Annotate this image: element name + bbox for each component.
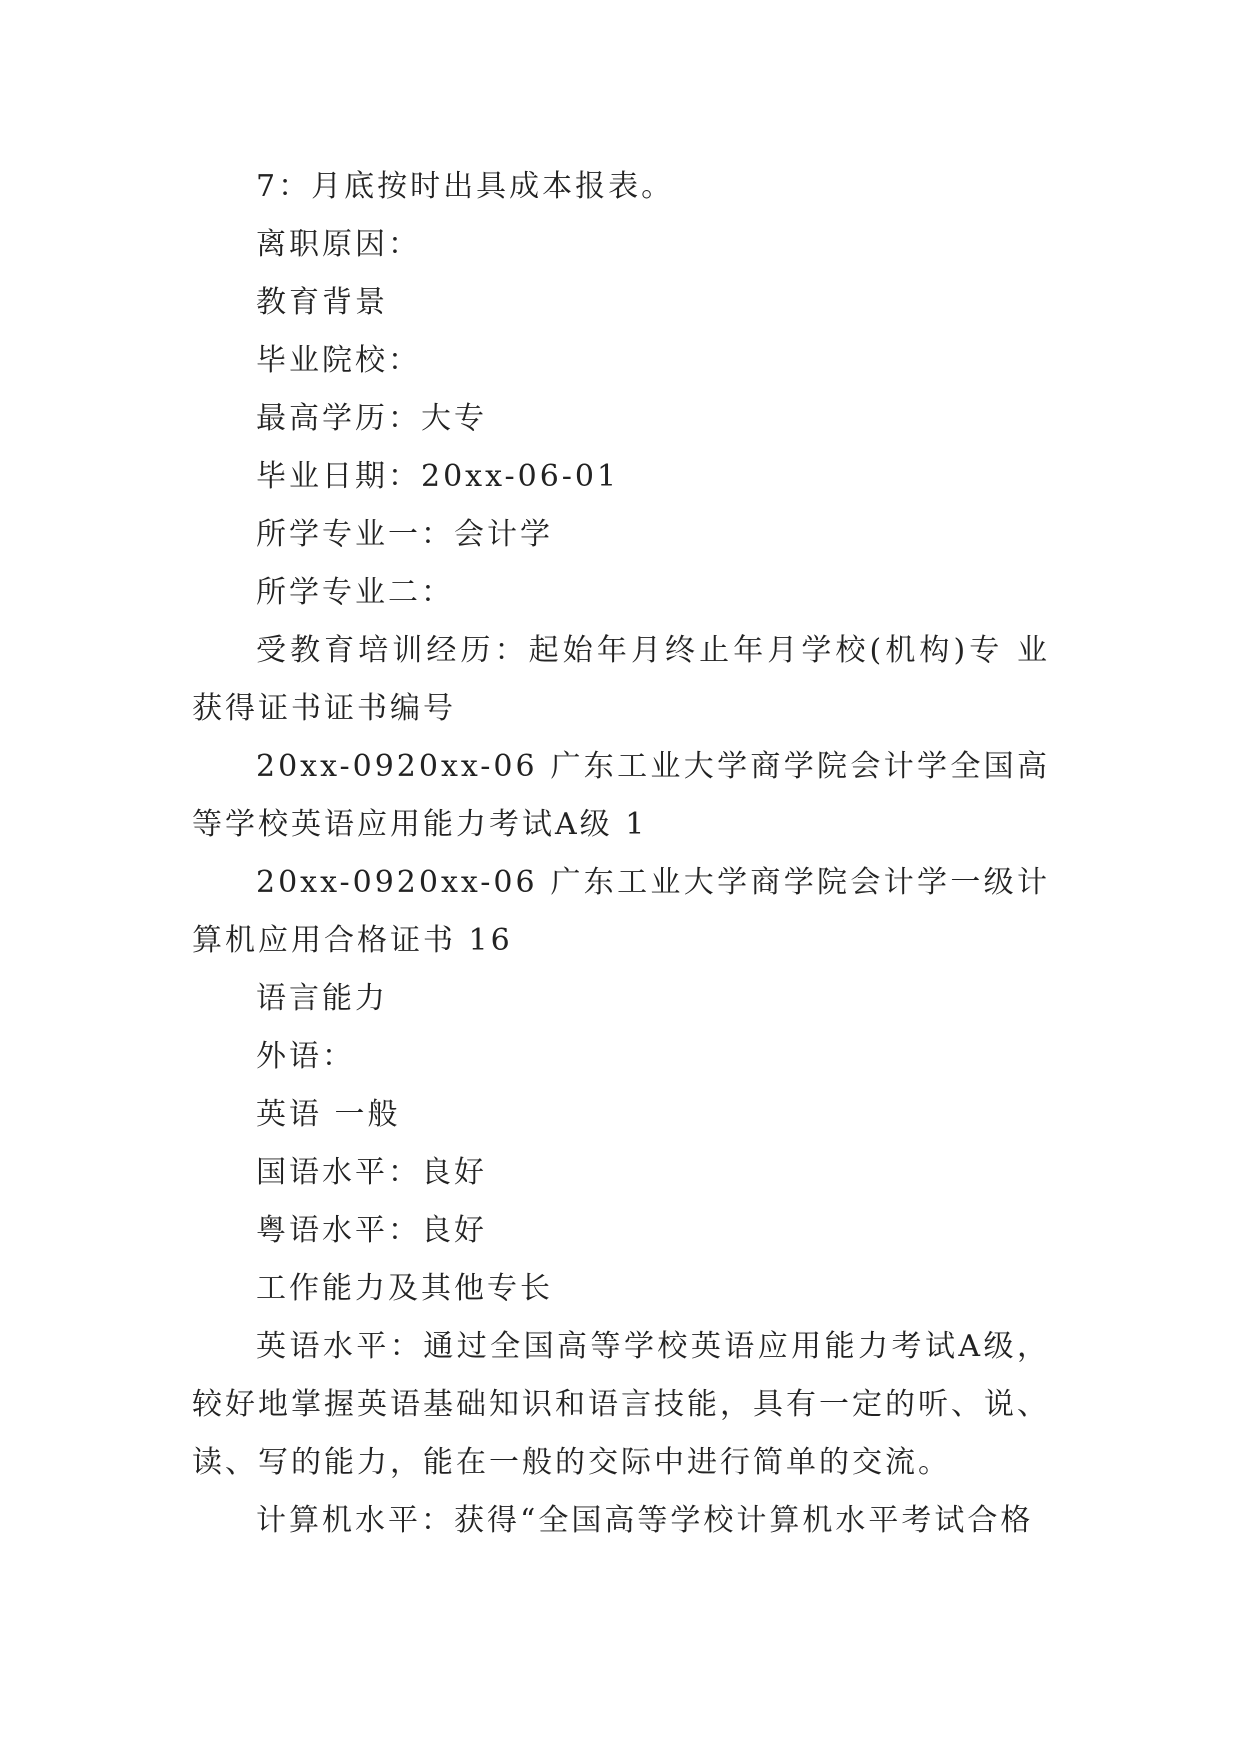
document-body	[192, 158, 1050, 1550]
paragraph-english-level: 英语 一般	[256, 1097, 401, 1132]
paragraph-cantonese-level: 粤语水平：良好	[256, 1213, 487, 1248]
section-heading-education: 教育背景	[256, 285, 388, 320]
paragraph-foreign-language: 外语：	[256, 1039, 355, 1074]
paragraph-training-record-1: 20xx-0920xx-06 广东工业大学商学院会计学全国高等学校英语应用能力考试A级 1	[192, 749, 1050, 842]
paragraph-english-skill: 英语水平：通过全国高等学校英语应用能力考试A级，较好地掌握英语基础知识和语言技能，具有一定的听、说、读、写的能力，能在一般的交际中进行简单的交流。	[192, 1329, 1050, 1480]
paragraph-highest-degree: 最高学历：大专	[256, 401, 487, 436]
paragraph-leaving-reason: 离职原因：	[256, 227, 421, 262]
paragraph-computer-skill: 计算机水平：获得“全国高等学校计算机水平考试合格	[256, 1503, 1034, 1538]
section-heading-language: 语言能力	[256, 981, 388, 1016]
paragraph-school: 毕业院校：	[256, 343, 421, 378]
paragraph-major-one: 所学专业一：会计学	[256, 517, 553, 552]
paragraph-training-header: 受教育培训经历：起始年月终止年月学校(机构)专 业获得证书证书编号	[192, 633, 1050, 726]
paragraph-training-record-2: 20xx-0920xx-06 广东工业大学商学院会计学一级计算机应用合格证书 16	[192, 865, 1050, 958]
section-heading-skills: 工作能力及其他专长	[256, 1271, 553, 1306]
paragraph-graduation-date: 毕业日期：20xx-06-01	[256, 459, 620, 494]
paragraph-mandarin-level: 国语水平：良好	[256, 1155, 487, 1190]
paragraph-major-two: 所学专业二：	[256, 575, 454, 610]
paragraph-cost-report: 7：月底按时出具成本报表。	[256, 169, 675, 204]
